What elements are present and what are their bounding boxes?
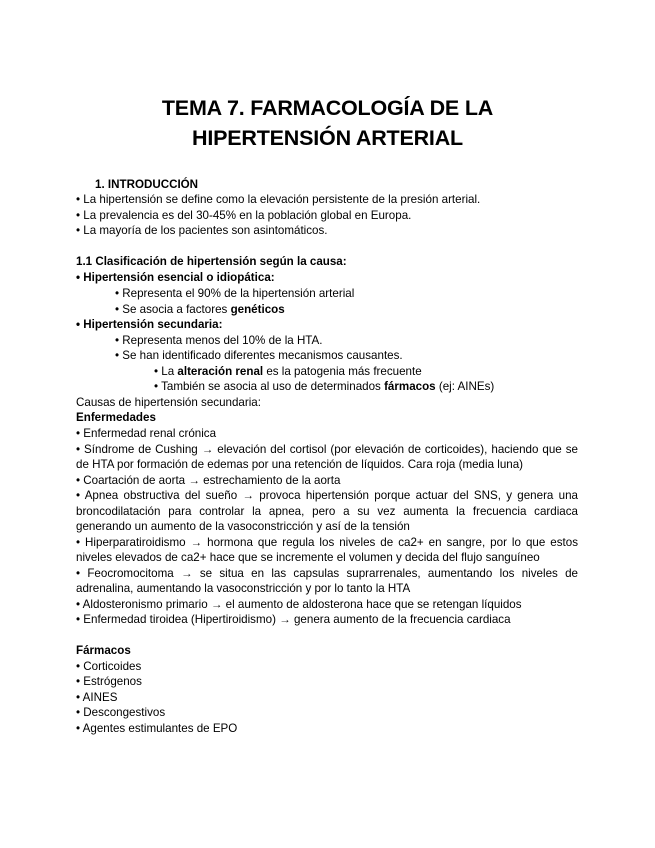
secondary-subitem-bold: fármacos — [384, 380, 436, 393]
intro-bullet: • La hipertensión se define como la elevación persistente de la presión arterial. — [76, 193, 481, 206]
drug-item: • Estrógenos — [76, 675, 142, 688]
drug-item: • AINES — [76, 691, 118, 704]
disease-line: broncodilatación para controlar la apnea, pero a su vez aumenta la frecuencia cardiaca — [76, 505, 578, 518]
disease-line: generando un aumento de la vasoconstricción y así de la tensión — [76, 520, 410, 533]
secondary-subitem-bold: alteración renal — [177, 365, 264, 378]
disease-line: • Enfermedad renal crónica — [76, 427, 217, 440]
secondary-subitem-text: • La — [154, 365, 178, 378]
disease-line: de HTA por formación de edemas por una retención de líquidos. Cara roja (media luna) — [76, 458, 524, 471]
drug-item: • Agentes estimulantes de EPO — [76, 722, 238, 735]
document-title-line-1: TEMA 7. FARMACOLOGÍA DE LA — [161, 96, 494, 120]
disease-line: • Coartación de aorta → estrechamiento de la aorta — [76, 474, 341, 487]
disease-line: • Feocromocitoma → se situa en las capsulas suprarrenales, aumentando los niveles de — [76, 567, 578, 580]
secondary-item: • Se han identificado diferentes mecanismos causantes. — [115, 349, 403, 362]
intro-bullet: • La prevalencia es del 30-45% en la población global en Europa. — [76, 209, 412, 222]
secondary-hypertension-label: • Hipertensión secundaria: — [76, 318, 223, 331]
essential-hypertension-label: • Hipertensión esencial o idiopática: — [76, 271, 275, 284]
secondary-subitem-text: • También se asocia al uso de determinados — [154, 380, 385, 393]
disease-line: • Hiperparatiroidismo → hormona que regula los niveles de ca2+ en sangre, por lo que estos — [76, 536, 578, 549]
drug-item: • Corticoides — [76, 660, 142, 673]
disease-line: • Aldosteronismo primario → el aumento de aldosterona hace que se retengan líquidos — [76, 598, 522, 611]
essential-item-bold: genéticos — [230, 303, 285, 316]
secondary-subitem-text: es la patogenia más frecuente — [263, 365, 422, 378]
disease-line: • Apnea obstructiva del sueño → provoca hipertensión porque actuar del SNS, y genera una — [76, 489, 578, 502]
essential-item — [115, 302, 285, 317]
disease-line: niveles elevados de ca2+ hace que se incremente el volumen y decida del flujo sanguíneo — [76, 551, 540, 564]
classification-heading: 1.1 Clasificación de hipertensión según la causa: — [76, 255, 347, 268]
intro-heading: 1. INTRODUCCIÓN — [95, 178, 199, 191]
drug-item: • Descongestivos — [76, 706, 166, 719]
secondary-subitem-text: (ej: AINEs) — [435, 380, 495, 393]
drugs-heading: Fármacos — [76, 644, 131, 657]
essential-item-text: • Se asocia a factores — [115, 303, 231, 316]
secondary-item: • Representa menos del 10% de la HTA. — [115, 334, 323, 347]
essential-item-text: • Representa el 90% de la hipertensión arterial — [115, 287, 355, 300]
disease-line: • Enfermedad tiroidea (Hipertiroidismo) → genera aumento de la frecuencia cardiaca — [76, 613, 511, 626]
essential-item — [115, 286, 354, 301]
disease-line: • Síndrome de Cushing → elevación del cortisol (por elevación de corticoides), haciendo que se — [76, 443, 578, 456]
disease-line: adrenalina, aumentando la vasoconstricción y por lo tanto la HTA — [76, 582, 411, 595]
intro-bullet: • La mayoría de los pacientes son asintomáticos. — [76, 224, 328, 237]
secondary-subitem — [154, 379, 494, 394]
diseases-heading: Enfermedades — [76, 411, 156, 424]
document-title-line-2: HIPERTENSIÓN ARTERIAL — [192, 126, 463, 150]
secondary-subitem — [154, 364, 422, 379]
causes-intro: Causas de hipertensión secundaria: — [76, 396, 261, 409]
